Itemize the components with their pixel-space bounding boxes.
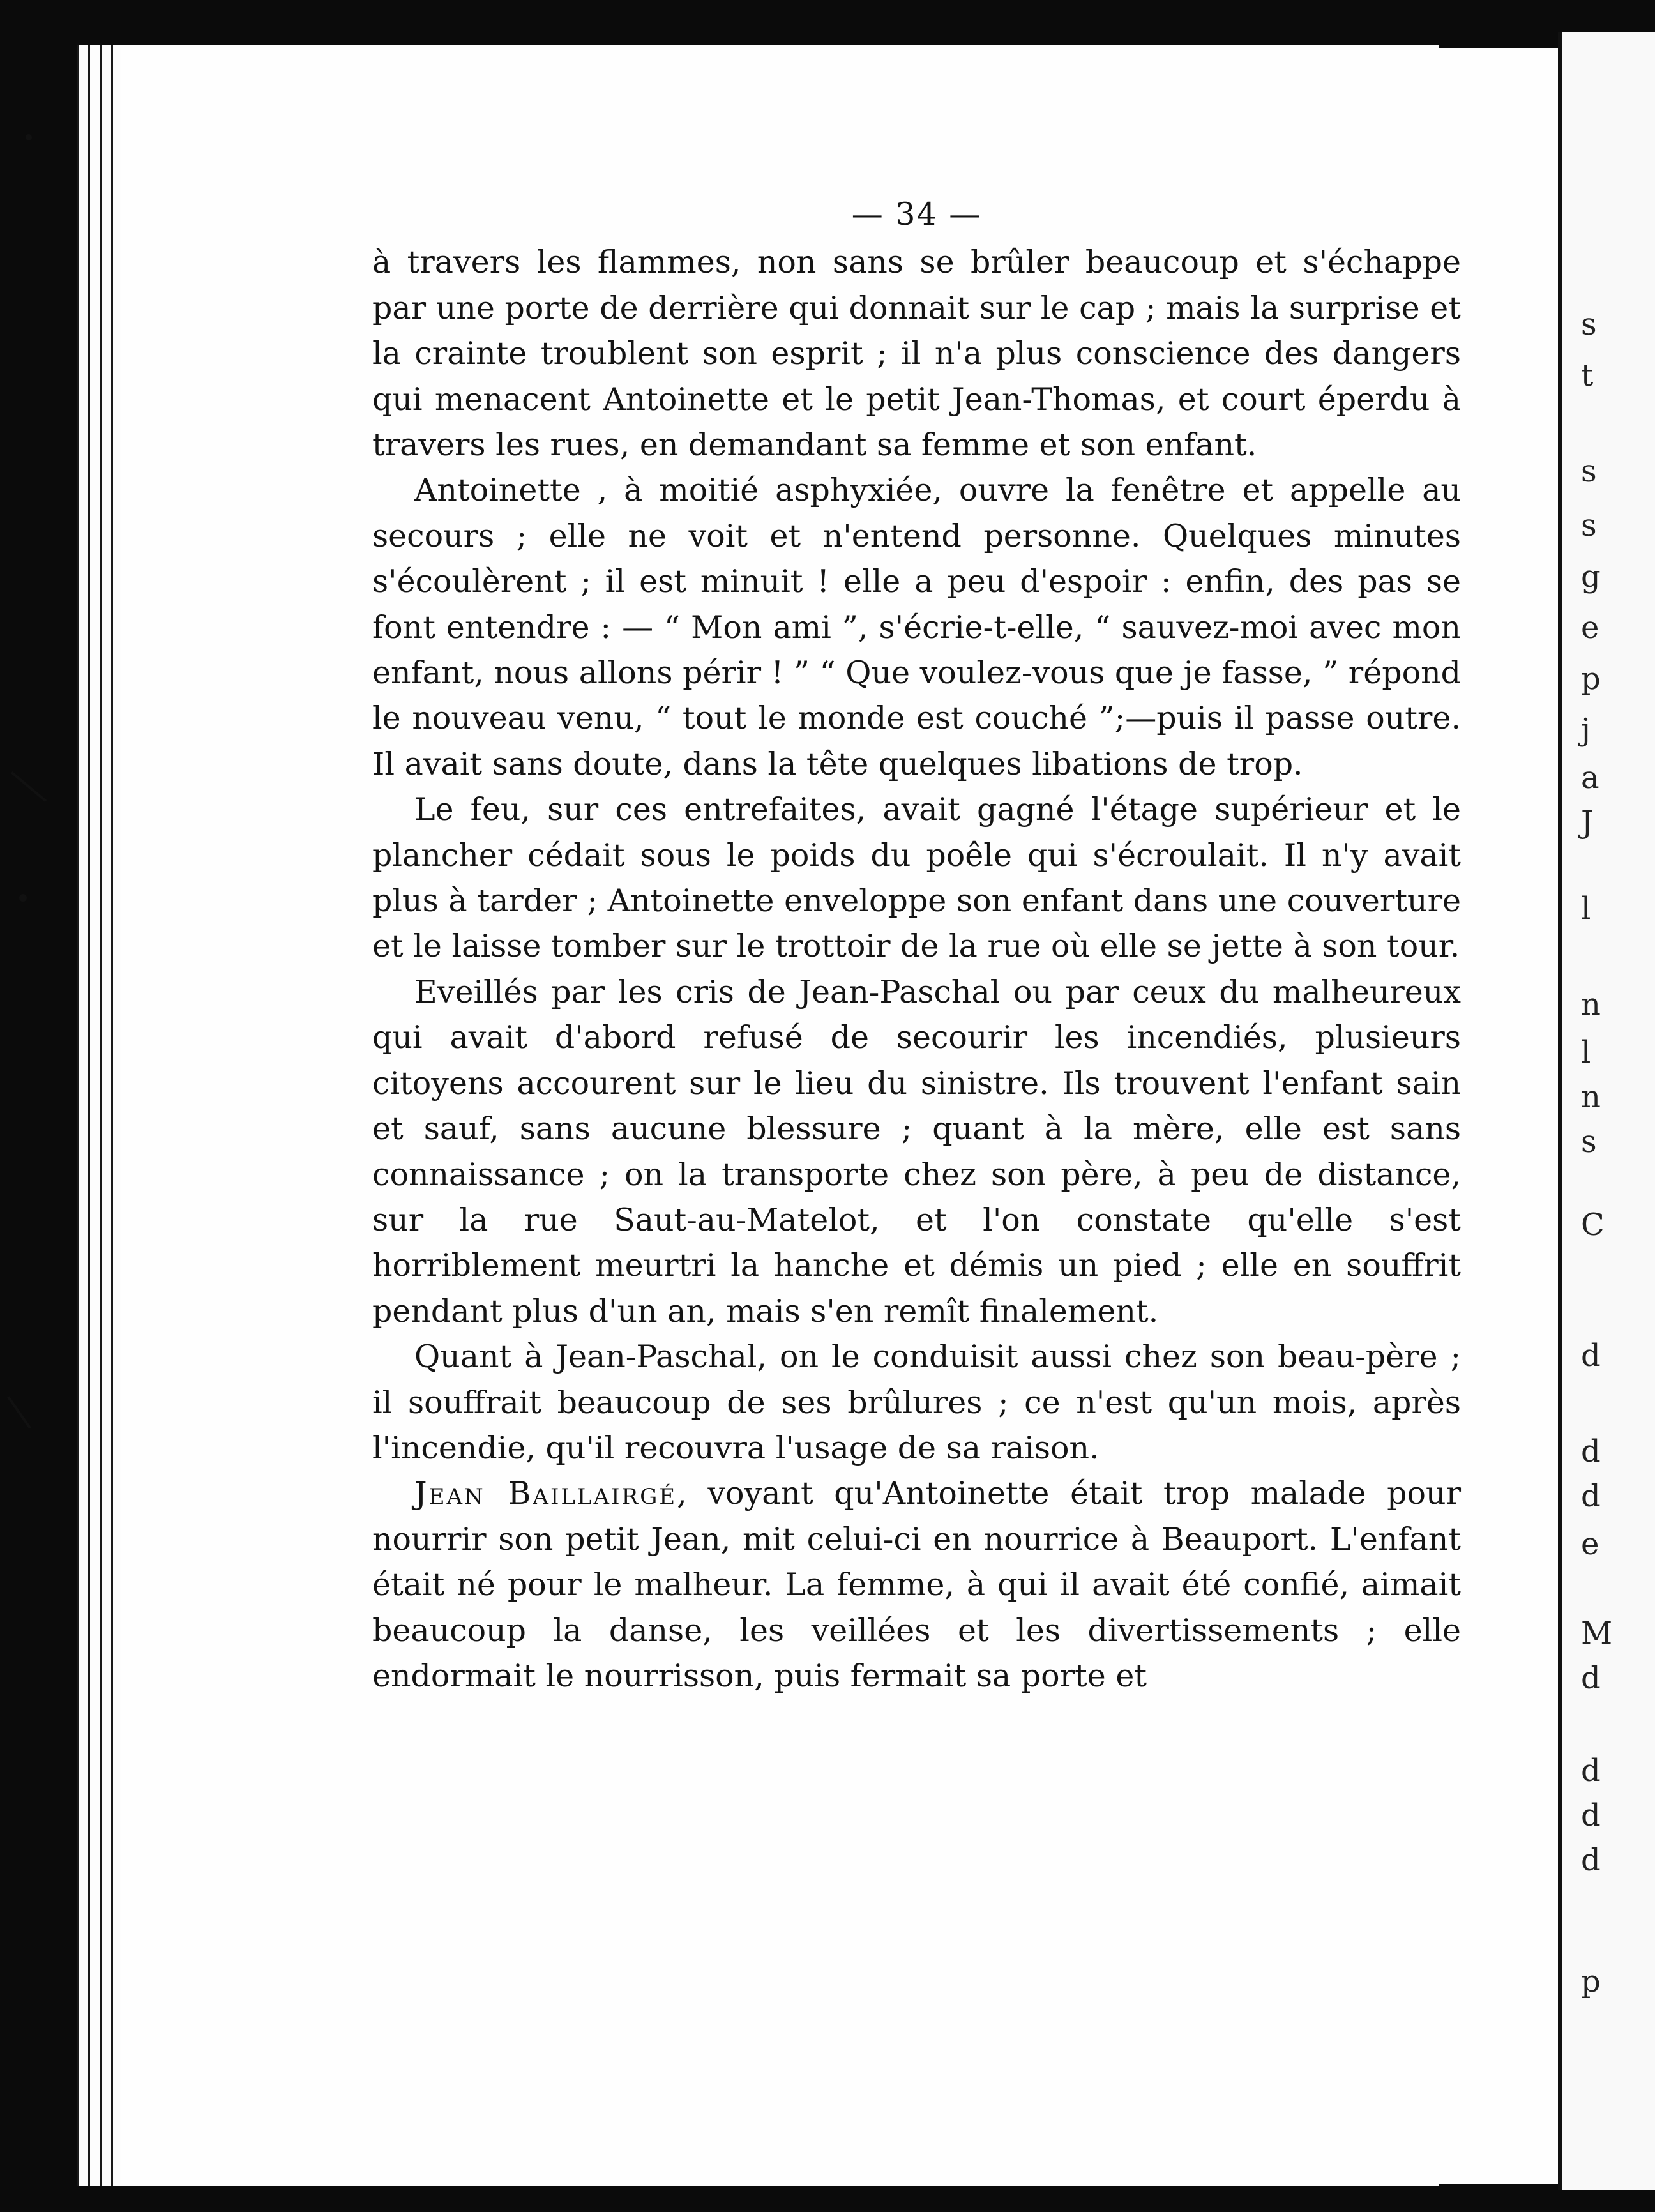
facing-letter: j <box>1581 712 1591 748</box>
facing-page-fragment <box>1558 32 1655 2190</box>
facing-letter: a <box>1581 760 1599 796</box>
facing-letter: d <box>1581 1798 1601 1833</box>
facing-letter: n <box>1581 1079 1601 1115</box>
facing-letter: g <box>1581 559 1601 595</box>
facing-letter: M <box>1581 1616 1613 1651</box>
paragraph: Quant à Jean-Paschal, on le conduisit aussi chez son beau-père ; il souffrait beaucoup de ses brûlures ; ce n'est qu'un mois, après l'incendie, qu'il recouvra l'usage de sa raison. <box>372 1338 1461 1466</box>
facing-letter: d <box>1581 1842 1601 1878</box>
facing-letter: d <box>1581 1338 1601 1374</box>
paragraph: Le feu, sur ces entrefaites, avait gagné l'étage supérieur et le plancher cédait sous le poids du poêle qui s'écroulait. Il n'y avait plus à tarder ; Antoinette enveloppe son enfant dans une couverture et le laisse tomber sur le trottoir de la rue où elle se jette à son tour. <box>372 791 1461 965</box>
text-column <box>372 192 1461 1699</box>
person-name: Jean Baillairgé <box>414 1475 677 1512</box>
facing-letter: t <box>1581 358 1594 393</box>
facing-letter: d <box>1581 1660 1601 1696</box>
paragraph: à travers les flammes, non sans se brûler beaucoup et s'échappe par une porte de derrière qui donnait sur le cap ; mais la surprise et la crainte troublent son esprit ; il n'a plus conscience des dangers qui menacent Antoinette et le petit Jean-Thomas, et court éperdu à travers les rues, en demandant sa femme et son enfant. <box>372 244 1461 464</box>
facing-letter: s <box>1581 1124 1597 1160</box>
facing-letter: l <box>1581 1034 1591 1070</box>
facing-letter: p <box>1581 1964 1601 1999</box>
margin-dot <box>19 894 27 902</box>
facing-letter: n <box>1581 987 1601 1022</box>
facing-letter: p <box>1581 661 1601 697</box>
facing-letter: e <box>1581 1526 1599 1562</box>
page-number: — 34 — <box>851 196 982 232</box>
facing-letter: J <box>1581 805 1594 840</box>
facing-letter: d <box>1581 1753 1601 1789</box>
facing-letter: d <box>1581 1478 1601 1514</box>
facing-letter: d <box>1581 1434 1601 1469</box>
paragraph-text: , voyant qu'Antoinette était trop malade pour nourrir son petit Jean, mit celui-ci en nourrice à Beauport. L'enfant était né pour le malheur. La femme, à qui il avait été confié, aimait beaucoup la danse, les veillées et les divertissements ; elle endormait le nourrisson, puis fermait sa porte et <box>372 1475 1461 1694</box>
facing-letter: s <box>1581 508 1597 543</box>
paragraph: Antoinette , à moitié asphyxiée, ouvre la fenêtre et appelle au secours ; elle ne voit et n'entend personne. Quelques minutes s'écoulèrent ; il est minuit ! elle a peu d'espoir : enfin, des pas se font entendre : — “ Mon ami ”, s'écrie-t-elle, “ sauvez-moi avec mon enfant, nous allons périr ! ” “ Que voulez-vous que je fasse, ” répond le nouveau venu, “ tout le monde est couché ”;—puis il passe outre. Il avait sans doute, dans la tête quelques libations de trop. <box>372 472 1461 782</box>
facing-letter: C <box>1581 1207 1605 1243</box>
margin-scratch <box>11 771 47 802</box>
facing-letter: l <box>1581 891 1591 927</box>
facing-letter: e <box>1581 610 1599 646</box>
margin-scratch <box>7 1396 31 1428</box>
facing-letter: s <box>1581 307 1597 342</box>
paragraph: Eveillés par les cris de Jean-Paschal ou par ceux du malheureux qui avait d'abord refusé de secourir les incendiés, plusieurs citoyens accourent sur le lieu du sinistre. Ils trouvent l'enfant sain et sauf, sans aucune blessure ; quant à la mère, elle est sans connaissance ; on la transporte chez son père, à peu de distance, sur la rue Saut-au-Matelot, et l'on constate qu'elle s'est horriblement meurtri la hanche et démis un pied ; elle en souffrit pendant plus d'un an, mais s'en remît finalement. <box>372 973 1461 1329</box>
paragraph <box>372 1471 1461 1699</box>
facing-letter: s <box>1581 453 1597 489</box>
margin-dot <box>26 134 32 140</box>
